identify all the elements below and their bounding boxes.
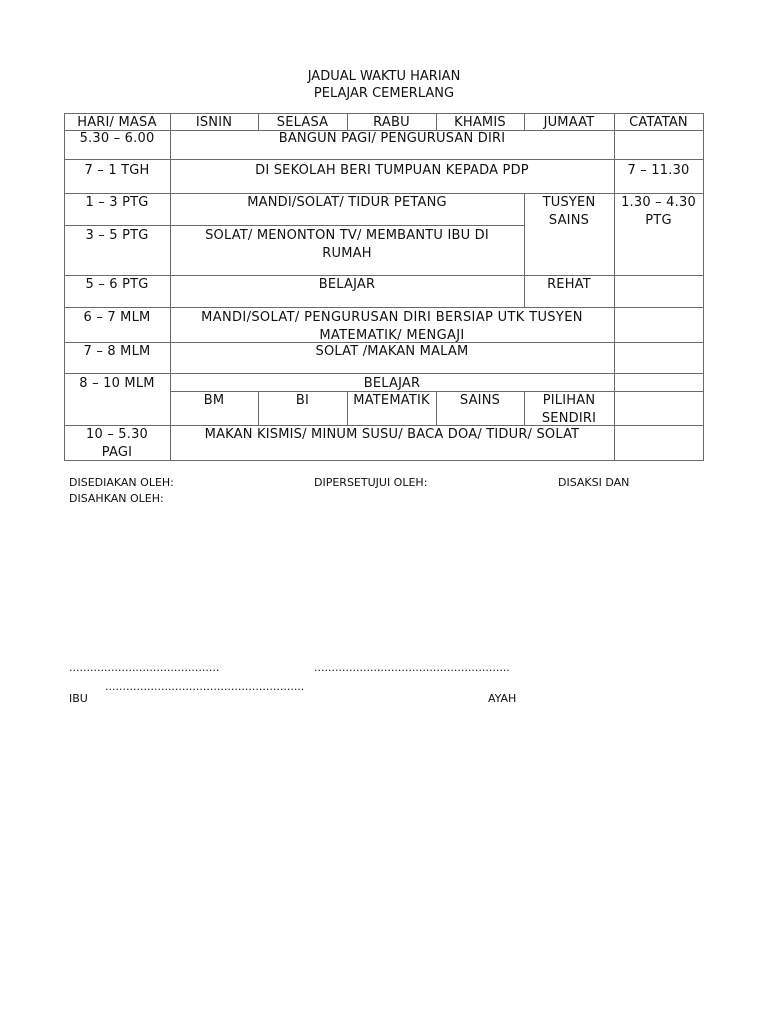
ibu-label: IBU <box>69 692 88 705</box>
header-rabu: RABU <box>373 115 410 130</box>
disahkan-label: DISAHKAN OLEH: <box>69 492 164 505</box>
document-title: JADUAL WAKTU HARIAN <box>307 69 461 84</box>
jumaat-rehat: REHAT <box>547 277 591 292</box>
activity-makan-kismis: MAKAN KISMIS/ MINUM SUSU/ BACA DOA/ TIDUR/ SOLAT <box>204 427 580 442</box>
time-cell: 6 – 7 MLM <box>83 310 151 325</box>
activity-solat-menonton: SOLAT/ MENONTON TV/ MEMBANTU IBU DI RUMAH <box>205 228 489 261</box>
subject-matematik: MATEMATIK <box>353 393 430 408</box>
signature-line-ibu: ........................................... <box>69 661 220 674</box>
header-khamis: KHAMIS <box>454 115 506 130</box>
header-hari-masa: HARI/ MASA <box>77 115 157 130</box>
disaksi-label: DISAKSI DAN <box>558 476 630 489</box>
time-cell: 7 – 1 TGH <box>84 163 150 178</box>
subject-bi: BI <box>295 393 310 408</box>
time-cell: 5 – 6 PTG <box>85 277 149 292</box>
activity-belajar-malam: BELAJAR <box>363 376 421 391</box>
catatan-tusyen: 1.30 – 4.30 PTG <box>621 195 696 228</box>
time-cell: 8 – 10 MLM <box>79 376 155 391</box>
header-catatan: CATATAN <box>629 115 688 130</box>
subject-bm: BM <box>203 393 225 408</box>
time-cell: 1 – 3 PTG <box>85 195 149 210</box>
activity-sekolah: DI SEKOLAH BERI TUMPUAN KEPADA PDP <box>255 163 529 178</box>
ayah-label: AYAH <box>488 692 517 705</box>
jumaat-tusyen: TUSYEN SAINS <box>542 195 596 228</box>
header-selasa: SELASA <box>276 115 329 130</box>
signature-line-saksi: ......................................................... <box>105 680 305 693</box>
disediakan-label: DISEDIAKAN OLEH: <box>69 476 174 489</box>
activity-bangun: BANGUN PAGI/ PENGURUSAN DIRI <box>278 131 506 146</box>
time-cell: 3 – 5 PTG <box>85 228 149 243</box>
activity-solat-makan: SOLAT /MAKAN MALAM <box>315 344 469 359</box>
activity-mandi-tusyen: MANDI/SOLAT/ PENGURUSAN DIRI BERSIAP UTK TUSYEN MATEMATIK/ MENGAJI <box>201 310 583 343</box>
time-cell: 5.30 – 6.00 <box>79 131 155 146</box>
signature-line-ayah: ........................................................ <box>314 661 510 674</box>
subject-pilihan: PILIHAN SENDIRI <box>541 393 597 426</box>
dipersetujui-label: DIPERSETUJUI OLEH: <box>314 476 428 489</box>
activity-belajar: BELAJAR <box>318 277 376 292</box>
activity-mandi-solat: MANDI/SOLAT/ TIDUR PETANG <box>247 195 447 210</box>
subject-sains: SAINS <box>459 393 501 408</box>
header-jumaat: JUMAAT <box>543 115 595 130</box>
header-isnin: ISNIN <box>195 115 233 130</box>
time-cell: 10 – 5.30 PAGI <box>85 427 149 460</box>
catatan-sekolah: 7 – 11.30 <box>627 163 690 178</box>
document-subtitle: PELAJAR CEMERLANG <box>313 86 455 101</box>
time-cell: 7 – 8 MLM <box>83 344 151 359</box>
